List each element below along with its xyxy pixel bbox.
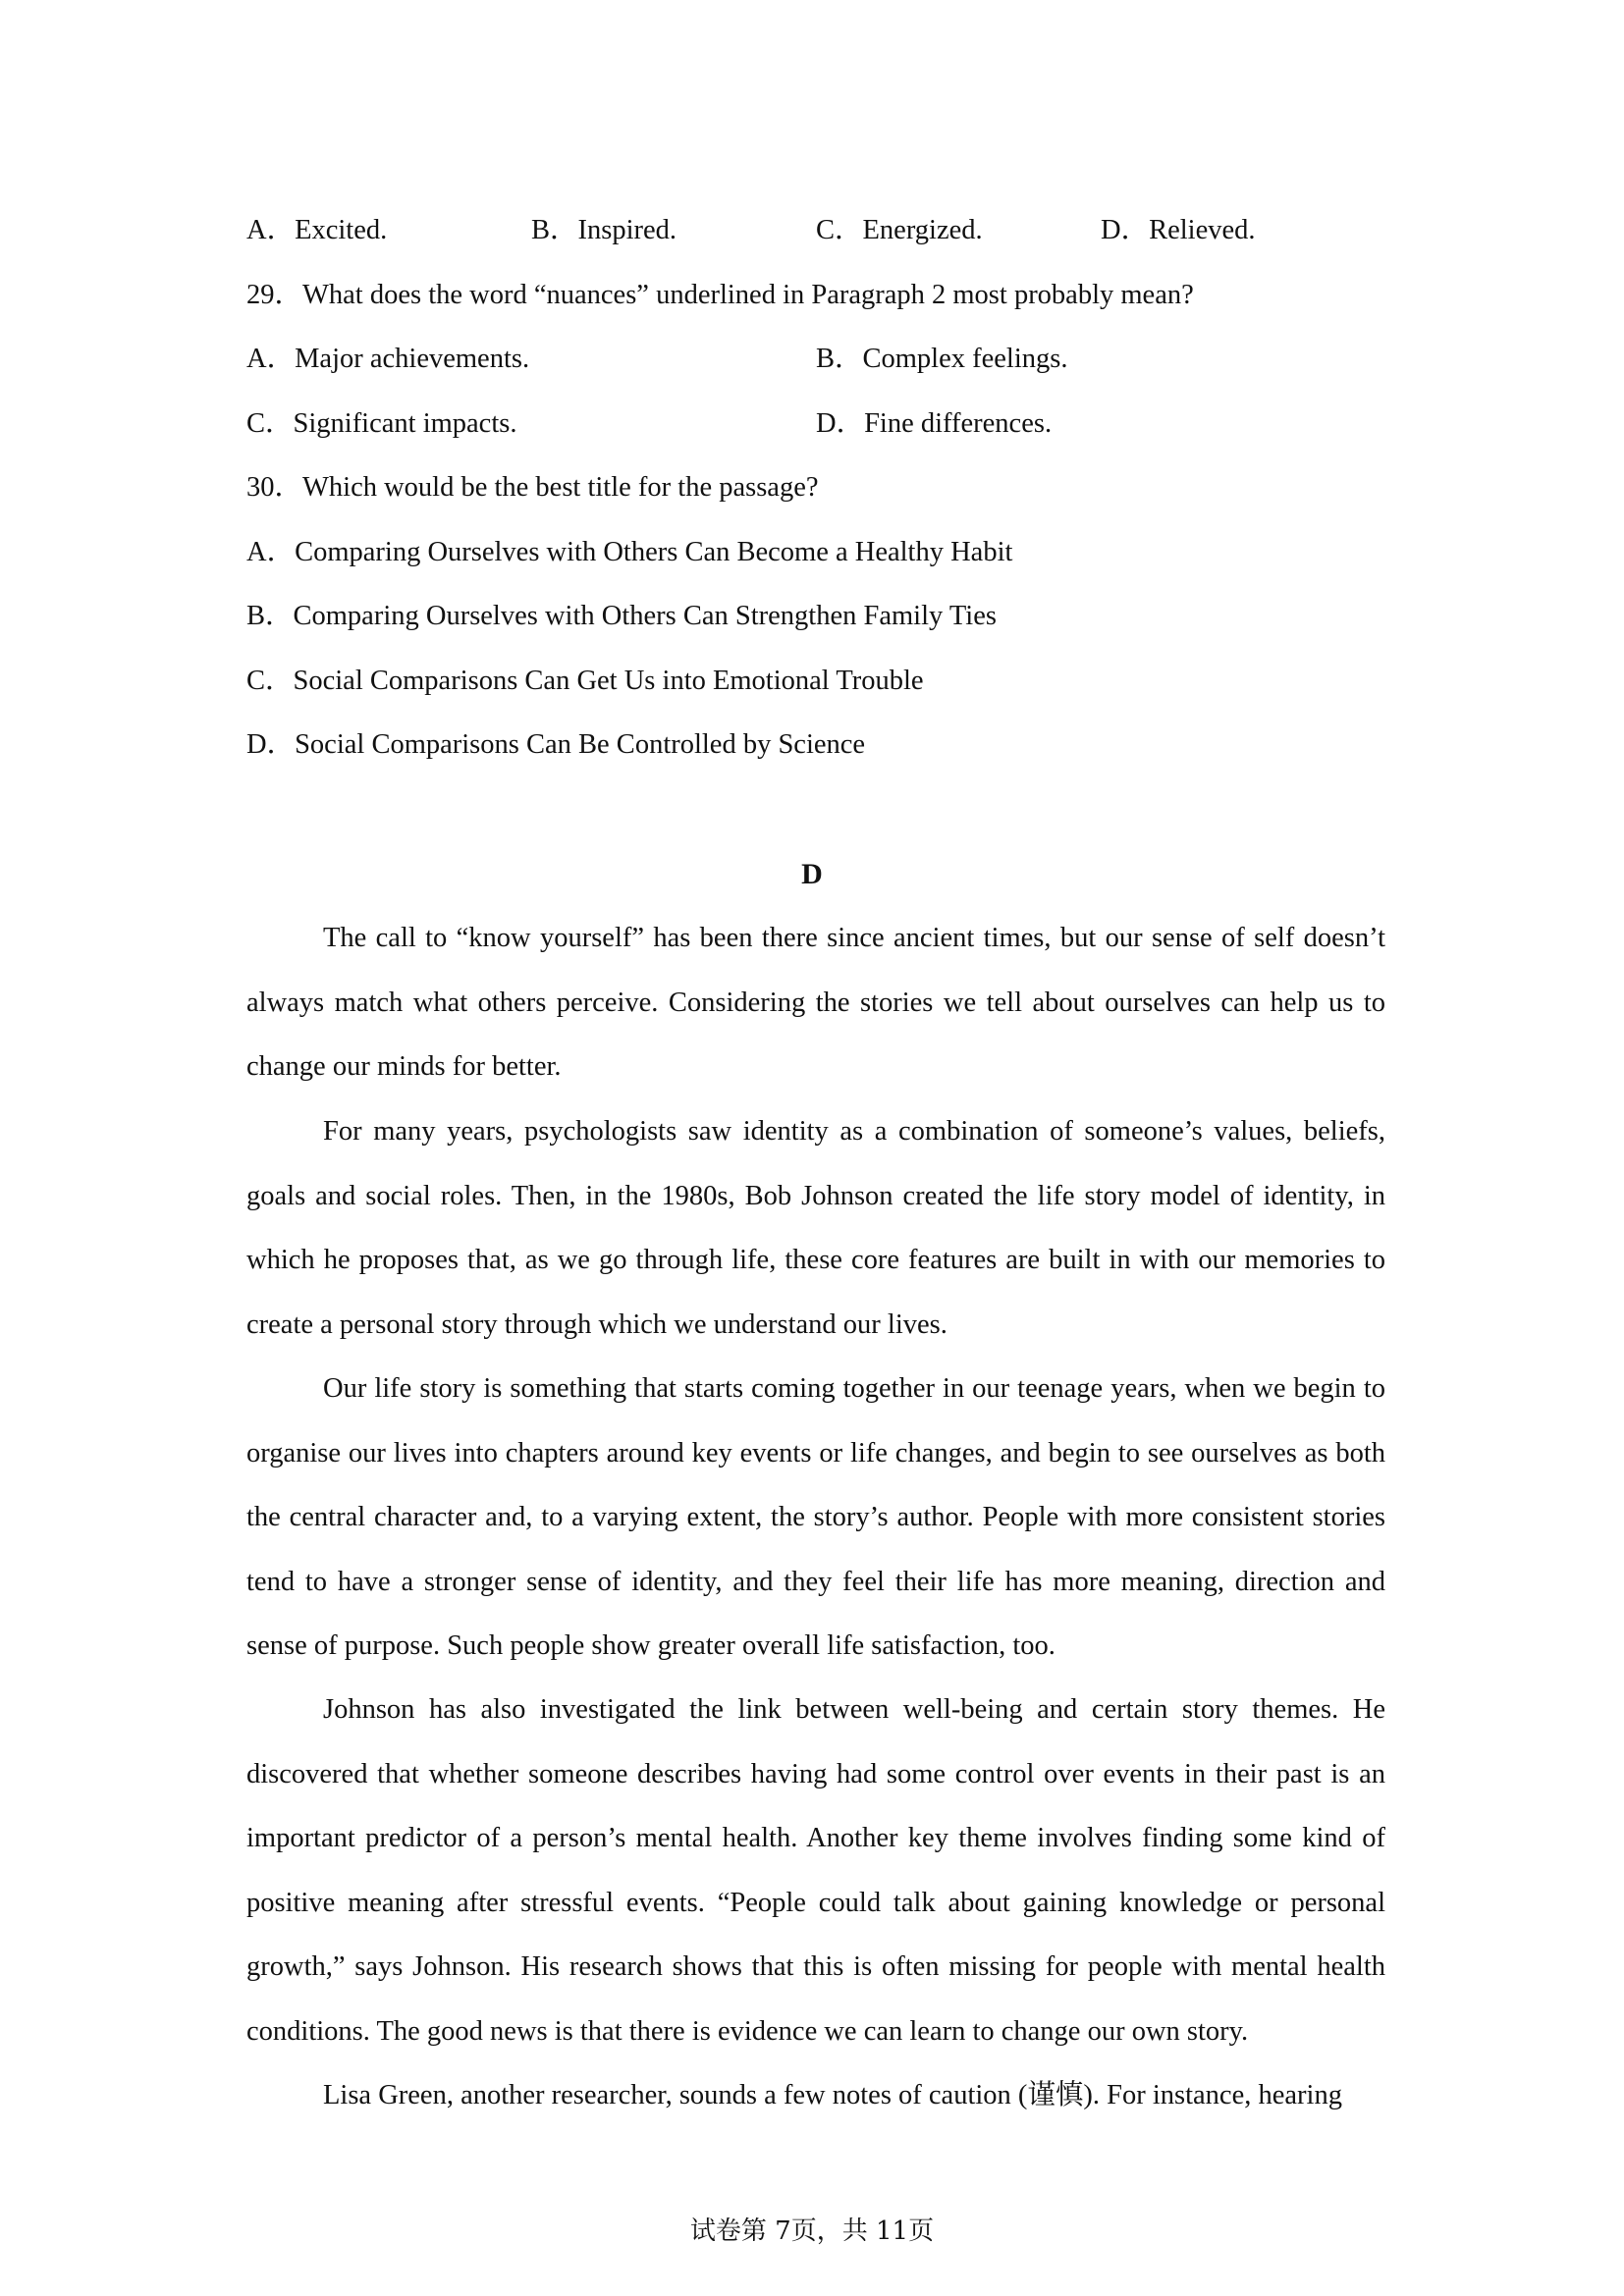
passage-paragraph-1: The call to “know yourself” has been there since ancient times, but our sense of self doesn’t always match what others perceive. Considering the stories we tell about ourselves can help us to change our minds for better. — [246, 923, 1385, 1082]
section-d-title: D — [801, 858, 823, 890]
q29-option-d: D．Fine differences. — [816, 408, 1053, 439]
q29-option-b: B．Complex feelings. — [816, 344, 1068, 374]
passage-paragraph-2: For many years, psychologists saw identity as a combination of someone’s values, beliefs, goals and social roles. Then, in the 1980s, Bob Johnson created the life story model of identity, in which he proposes that, as we go through life, these core features are built in with our memories to create a personal story through which we understand our lives. — [246, 1116, 1385, 1340]
q29-options-row2 — [246, 407, 1385, 441]
q30-option-c: C．Social Comparisons Can Get Us into Emotional Trouble — [246, 666, 924, 696]
passage-paragraph-3: Our life story is something that starts coming together in our teenage years, when we begin to organise our lives into chapters around key events or life changes, and begin to see ourselves as both the central character and, to a varying extent, the story’s author. People with more consistent stories tend to have a stronger sense of identity, and they feel their life has more meaning, direction and sense of purpose. Such people show greater overall life satisfaction, too. — [246, 1373, 1385, 1661]
passage-paragraph-5: Lisa Green, another researcher, sounds a few notes of caution (谨慎). For instance, hearing — [323, 2080, 1342, 2110]
q29-option-c: C．Significant impacts. — [246, 408, 517, 439]
q28-option-a: A．Excited. — [246, 215, 388, 245]
q30-option-d: D．Social Comparisons Can Be Controlled by Science — [246, 729, 866, 760]
q28-option-c: C．Energized. — [816, 215, 983, 245]
q28-option-b: B．Inspired. — [531, 215, 677, 245]
q29-stem: 29．What does the word “nuances” underlined in Paragraph 2 most probably mean? — [246, 280, 1194, 310]
page-footer: 试卷第 7页，共 11页 — [689, 2216, 935, 2246]
q30-stem: 30．Which would be the best title for the passage? — [246, 472, 819, 503]
q28-option-d: D．Relieved. — [1101, 215, 1256, 245]
q29-options-row1 — [246, 343, 1385, 376]
passage-paragraph-4: Johnson has also investigated the link between well-being and certain story themes. He discovered that whether someone describes having had some control over events in their past is an important predictor of a person’s mental health. Another key theme involves finding some kind of positive meaning after stressful events. “People could talk about gaining knowledge or personal growth,” says Johnson. His research shows that this is often missing for people with mental health conditions. The good news is that there is evidence we can learn to change our own story. — [246, 1694, 1385, 2047]
q30-option-b: B．Comparing Ourselves with Others Can Strengthen Family Ties — [246, 601, 997, 631]
q30-option-a: A．Comparing Ourselves with Others Can Become a Healthy Habit — [246, 537, 1013, 567]
q28-options — [246, 214, 1385, 247]
q29-option-a: A．Major achievements. — [246, 344, 530, 374]
